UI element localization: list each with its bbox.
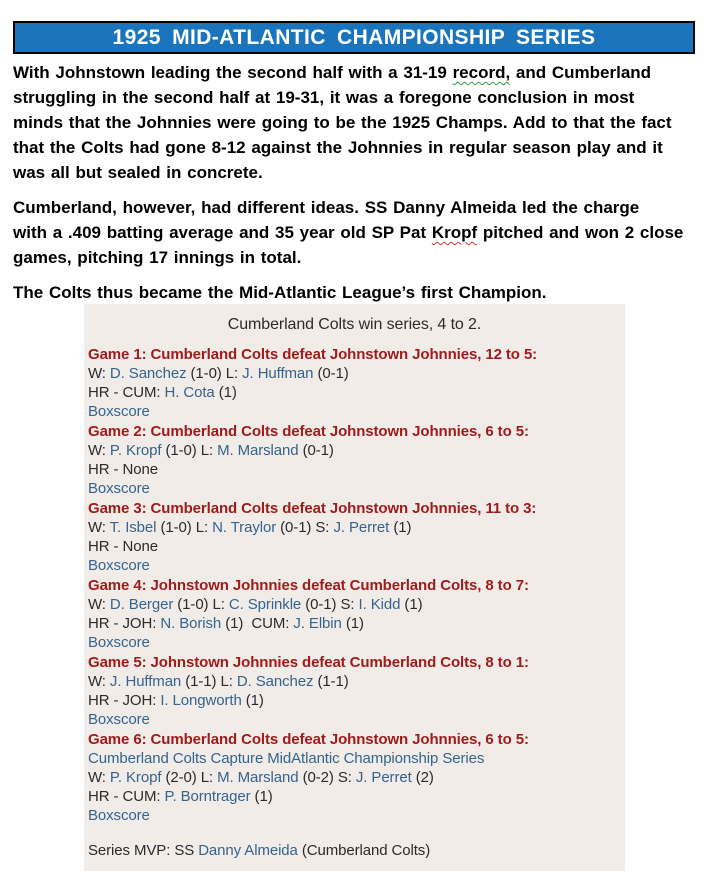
game-detail-line (88, 749, 621, 768)
text-run: (1) (389, 519, 412, 536)
paragraph-line (13, 245, 705, 270)
text-run: W: (88, 365, 110, 382)
text-run: HR - CUM: (88, 788, 165, 805)
text-run: (1-1) L: (181, 673, 237, 690)
text-run: HR - JOH: (88, 692, 161, 709)
text-run: (1) (241, 692, 264, 709)
text-run: (2) (411, 769, 434, 786)
series-mvp-line (88, 841, 621, 860)
game-detail-line (88, 383, 621, 402)
text-run: pitched and won 2 close (477, 223, 684, 242)
player-link[interactable]: M. Marsland (217, 442, 299, 459)
text-run: (0-1) (313, 365, 349, 382)
game-detail-line (88, 787, 621, 806)
game-detail-line (88, 518, 621, 537)
text-run: struggling in the second half at 19-31, it was a foregone conclusion in most (13, 88, 635, 107)
boxscore-link[interactable]: Boxscore (88, 480, 150, 497)
text-run: (Cumberland Colts) (297, 842, 431, 859)
text-run: (1-0) L: (186, 365, 243, 382)
paragraph-line (13, 160, 705, 185)
text-run: HR - CUM: (88, 384, 165, 401)
series-results-box (84, 304, 625, 871)
text-run: games, pitching 17 innings in total. (13, 248, 302, 267)
text-run: with a .409 batting average and 35 year old SP Pat (13, 223, 432, 242)
boxscore-line (88, 479, 621, 498)
intro-paragraphs (13, 60, 705, 315)
text-run: that the Colts had gone 8-12 against the Johnnies in regular season play and it (13, 138, 663, 157)
text-run: (1) (341, 615, 364, 632)
game-block (88, 576, 621, 652)
game-header: Game 1: Cumberland Colts defeat Johnstown Johnnies, 12 to 5: (88, 346, 538, 363)
player-link[interactable]: J. Elbin (293, 615, 342, 632)
player-link[interactable]: P. Borntrager (164, 788, 251, 805)
text-run: Cumberland, however, had different ideas. SS Danny Almeida led the charge (13, 198, 640, 217)
text-run: Series MVP: SS (88, 842, 199, 859)
game-header: Game 5: Johnstown Johnnies defeat Cumberland Colts, 8 to 1: (88, 654, 529, 671)
game-detail-line (88, 768, 621, 787)
game-detail-line (88, 672, 621, 691)
text-run: (0-1) S: (276, 519, 334, 536)
paragraph-line (13, 135, 705, 160)
player-link[interactable]: J. Perret (333, 519, 390, 536)
player-link[interactable]: J. Perret (355, 769, 412, 786)
paragraph (13, 280, 705, 305)
game-header: Game 2: Cumberland Colts defeat Johnstown Johnnies, 6 to 5: (88, 423, 529, 440)
text-run: HR - JOH: (88, 615, 161, 632)
text-run: (1-1) (313, 673, 349, 690)
text-run: W: (88, 769, 110, 786)
boxscore-line (88, 556, 621, 575)
game-header: Game 3: Cumberland Colts defeat Johnstown Johnnies, 11 to 3: (88, 500, 537, 517)
player-link[interactable]: P. Kropf (109, 442, 162, 459)
paragraph-line (13, 110, 705, 135)
player-link[interactable]: H. Cota (164, 384, 215, 401)
text-run: (0-1) (298, 442, 334, 459)
player-link[interactable]: J. Huffman (242, 365, 314, 382)
paragraph-line (13, 60, 705, 85)
boxscore-link[interactable]: Boxscore (88, 807, 150, 824)
player-link[interactable]: I. Longworth (160, 692, 242, 709)
player-link[interactable]: N. Borish (160, 615, 222, 632)
player-link[interactable]: T. Isbel (109, 519, 157, 536)
game-block (88, 730, 621, 825)
paragraph-line (13, 85, 705, 110)
player-link[interactable]: N. Traylor (212, 519, 277, 536)
text-run: (1) (400, 596, 423, 613)
boxscore-link[interactable]: Boxscore (88, 711, 150, 728)
game-block (88, 499, 621, 575)
text-run: With Johnstown leading the second half with a 31-19 (13, 63, 453, 82)
player-link[interactable]: D. Berger (109, 596, 174, 613)
player-link[interactable]: D. Sanchez (236, 673, 314, 690)
boxscore-link[interactable]: Boxscore (88, 557, 150, 574)
text-run: W: (88, 442, 110, 459)
paragraph (13, 60, 705, 185)
game-detail-line (88, 614, 621, 633)
paragraph (13, 195, 705, 270)
player-link[interactable]: J. Huffman (109, 673, 182, 690)
text-run: W: (88, 596, 110, 613)
text-run: (0-1) S: (301, 596, 359, 613)
text-run: HR - None (88, 461, 158, 478)
game-detail-line (88, 441, 621, 460)
paragraph-line (13, 220, 705, 245)
game-header: Game 6: Cumberland Colts defeat Johnstown Johnnies, 6 to 5: (88, 731, 529, 748)
boxscore-line (88, 402, 621, 421)
game-list (88, 345, 621, 825)
text-run: (1) (214, 384, 237, 401)
paragraph-line (13, 280, 705, 305)
player-link[interactable]: D. Sanchez (109, 365, 187, 382)
misspelled-word: record, (452, 63, 511, 82)
game-detail-line (88, 537, 621, 556)
series-result-title: Cumberland Colts win series, 4 to 2. (227, 316, 482, 333)
text-run: (1) (250, 788, 273, 805)
game-detail-line (88, 691, 621, 710)
boxscore-link[interactable]: Boxscore (88, 634, 150, 651)
text-run: (1-0) L: (156, 519, 213, 536)
boxscore-line (88, 806, 621, 825)
player-link[interactable]: Danny Almeida (198, 842, 298, 859)
misspelled-word: Kropf (431, 223, 478, 242)
player-link[interactable]: P. Kropf (109, 769, 162, 786)
game-block (88, 653, 621, 729)
news-link[interactable]: Cumberland Colts Capture MidAtlantic Championship Series (88, 750, 485, 767)
text-run: W: (88, 673, 110, 690)
player-link[interactable]: M. Marsland (217, 769, 299, 786)
game-header: Game 4: Johnstown Johnnies defeat Cumberland Colts, 8 to 7: (88, 577, 529, 594)
text-run: W: (88, 519, 110, 536)
game-detail-line (88, 595, 621, 614)
text-run: (1-0) L: (173, 596, 229, 613)
game-detail-line (88, 460, 621, 479)
player-link[interactable]: I. Kidd (358, 596, 401, 613)
banner-title: 1925 MID-ATLANTIC CHAMPIONSHIP SERIES (112, 25, 596, 49)
text-run: (1-0) L: (161, 442, 218, 459)
text-run: (0-2) S: (298, 769, 356, 786)
text-run: minds that the Johnnies were going to be the 1925 Champs. Add to that the fact (13, 113, 672, 132)
game-detail-line (88, 364, 621, 383)
game-block (88, 422, 621, 498)
text-run: was all but sealed in concrete. (13, 163, 263, 182)
text-run: and Cumberland (510, 63, 652, 82)
text-run: The Colts thus became the Mid-Atlantic League’s first Champion. (13, 283, 547, 302)
paragraph-line (13, 195, 705, 220)
game-block (88, 345, 621, 421)
text-run: HR - None (88, 538, 158, 555)
player-link[interactable]: C. Sprinkle (228, 596, 302, 613)
boxscore-line (88, 710, 621, 729)
series-banner (13, 21, 695, 54)
text-run: (2-0) L: (161, 769, 218, 786)
boxscore-link[interactable]: Boxscore (88, 403, 150, 420)
boxscore-line (88, 633, 621, 652)
text-run: (1) CUM: (221, 615, 294, 632)
